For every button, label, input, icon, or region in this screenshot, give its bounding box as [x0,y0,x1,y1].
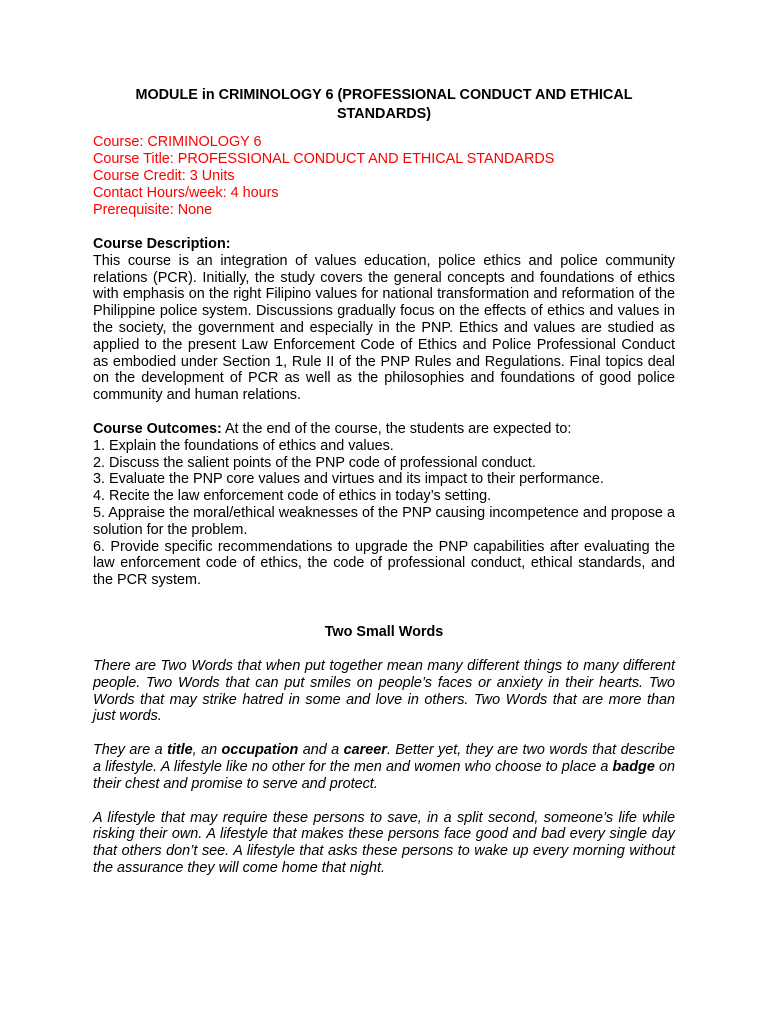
text-run: They are a [93,742,168,759]
section-subtitle: Two Small Words [324,623,444,640]
course-outcomes [93,421,675,589]
course-info-line: Course Credit: 3 Units [93,168,235,184]
outcome-item: 5. Appraise the moral/ethical weaknesses of the PNP causing incompetence and propose a solution for the problem. [93,504,675,538]
course-description-heading: Course Description: [93,236,231,252]
text-run: on their chest and promise to serve and protect. [93,758,675,792]
text-run: , an [192,742,222,759]
emphasis-badge: badge [612,758,655,775]
text-run: . Better yet, they are two words that describe a lifestyle. A lifestyle like no other for the men and women who choose to place a [93,742,675,775]
emphasis-career: career [343,742,387,759]
outcome-item: 4. Recite the law enforcement code of ethics in today’s setting. [93,488,492,505]
course-info-line: Prerequisite: None [93,202,213,218]
text-run: and a [298,742,344,759]
course-info-line: Contact Hours/week: 4 hours [93,185,279,201]
course-info [93,134,675,219]
course-description-text: This course is an integration of values education, police ethics and police community relations (PCR). Initially, the study covers the general concepts and foundations of ethics with emphasis on the right Filipino values for national transformation and reformation of the Philippine police system. Discussions gradually focus on the effects of ethics and values in the society, the government and especially in the PNP. Ethics and values are studied as applied to the present Law Enforcement Code of Ethics and Police Professional Conduct as embodied under Section 1, Rule II of the PNP Rules and Regulations. Final topics deal on the development of PCR as well as the philosophies and foundations of good police community and human relations. [93,252,675,404]
emphasis-occupation: occupation [221,742,299,759]
course-description [93,236,675,404]
paragraph-title-occupation [93,742,675,792]
course-outcomes-intro: At the end of the course, the students are expected to: [221,420,572,437]
outcome-item: 3. Evaluate the PNP core values and virtues and its impact to their performance. [93,471,604,488]
course-outcomes-heading: Course Outcomes: [93,420,222,437]
paragraph-two-words: There are Two Words that when put together mean many different things to many different people. Two Words that can put smiles on people’s faces or anxiety in their hearts. Two Words that may strike hatred in some and love in others. Two Words that are more than just words. [93,657,675,725]
module-title: MODULE in CRIMINOLOGY 6 (PROFESSIONAL CONDUCT AND ETHICAL STANDARDS) [135,87,633,122]
outcome-item: 1. Explain the foundations of ethics and values. [93,437,394,454]
document-page [93,86,675,877]
paragraph-lifestyle: A lifestyle that may require these persons to save, in a split second, someone’s life while risking their own. A lifestyle that makes these persons face good and bad every single day that others don’t see. A lifestyle that asks these persons to wake up every morning without the assurance they will come home that night. [93,809,675,876]
emphasis-title: title [167,742,193,759]
outcome-item: 6. Provide specific recommendations to upgrade the PNP capabilities after evaluating the law enforcement code of ethics, the code of professional conduct, ethical standards, and the PCR system. [93,538,675,589]
course-outcomes-intro-line [93,421,675,438]
course-info-line: Course Title: PROFESSIONAL CONDUCT AND ETHICAL STANDARDS [93,151,555,167]
course-info-line: Course: CRIMINOLOGY 6 [93,134,262,150]
outcome-item: 2. Discuss the salient points of the PNP code of professional conduct. [93,454,536,471]
